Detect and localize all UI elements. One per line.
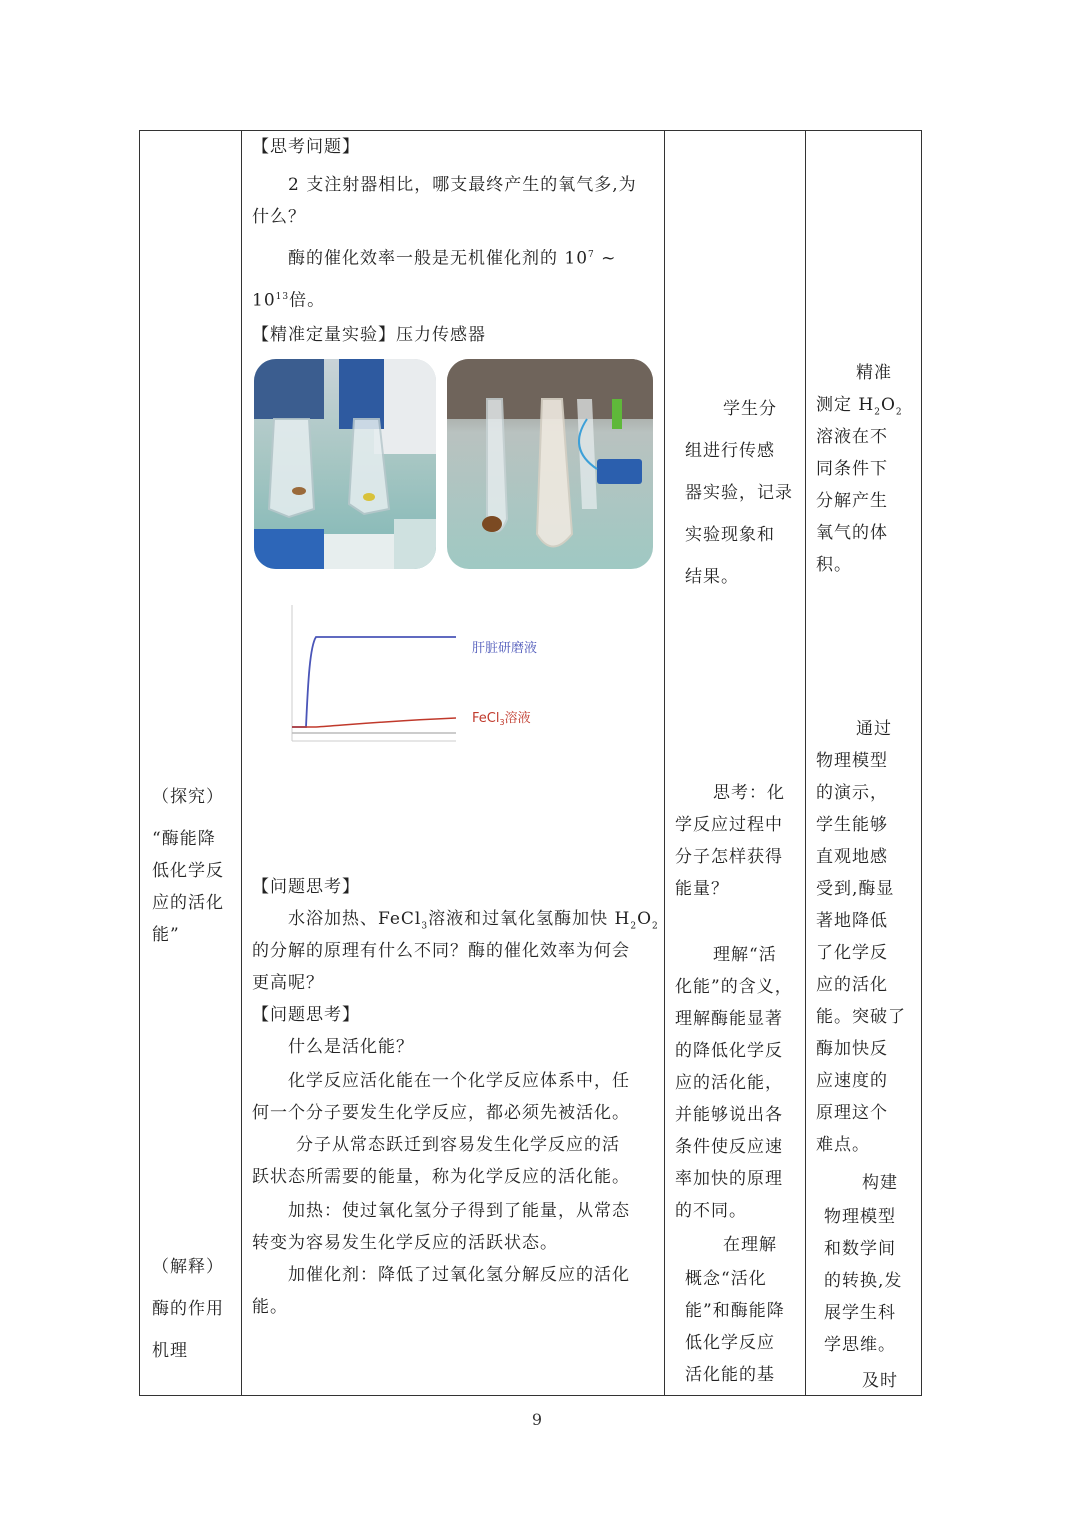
student-d-line-4: 低化学反应 bbox=[685, 1333, 775, 1353]
student-activity-column bbox=[665, 131, 806, 1396]
intent-a-line-1: 精准 bbox=[856, 363, 892, 383]
para4-line-2: 能。 bbox=[252, 1297, 288, 1317]
intent-b-line-2: 物理模型 bbox=[816, 751, 888, 771]
intent-b-line-13: 原理这个 bbox=[816, 1103, 888, 1123]
explain-tag: （解释） bbox=[152, 1257, 224, 1277]
student-a-line-2: 组进行传感 bbox=[685, 441, 775, 461]
intent-c-line-3: 和数学间 bbox=[824, 1239, 896, 1259]
teacher-activity-column bbox=[242, 131, 665, 1396]
lesson-plan-table bbox=[139, 130, 922, 1396]
explain-title-2: 机理 bbox=[152, 1341, 188, 1361]
question-line-1: 2 支注射器相比，哪支最终产生的氧气多,为 bbox=[288, 175, 637, 195]
series-fecl3-label: FeCl$_3$溶液 bbox=[472, 711, 531, 727]
intent-a-line-6: 氧气的体 bbox=[816, 523, 888, 543]
student-d-line-2: 概念“活化 bbox=[685, 1269, 767, 1289]
student-c-line-2: 化能”的含义， bbox=[675, 977, 793, 997]
student-c-line-8: 率加快的原理 bbox=[675, 1169, 783, 1189]
experiment-photo-2 bbox=[447, 359, 653, 569]
student-c-line-3: 理解酶能显著 bbox=[675, 1009, 783, 1029]
intent-c-line-7: 及时 bbox=[862, 1371, 898, 1391]
intent-a-line-7: 积。 bbox=[816, 555, 852, 575]
intent-b-line-9: 应的活化 bbox=[816, 975, 888, 995]
efficiency-line-1: 酶的催化效率一般是无机催化剂的 $10^7$ ~ bbox=[288, 248, 617, 269]
design-intent-column bbox=[806, 131, 922, 1396]
intent-b-line-7: 著地降低 bbox=[816, 911, 888, 931]
intent-b-line-10: 能。突破了 bbox=[816, 1007, 906, 1027]
student-a-line-3: 器实验，记录 bbox=[685, 483, 793, 503]
heading-quantitative-experiment: 【精准定量实验】压力传感器 bbox=[252, 325, 486, 345]
efficiency-line-2: $10^{13}$倍。 bbox=[252, 290, 326, 311]
question2-line-1: 水浴加热、FeCl$_3$溶液和过氧化氢酶加快 $H_2O_2$ bbox=[288, 909, 659, 932]
explore-tag: （探究） bbox=[152, 787, 224, 807]
intent-b-line-8: 了化学反 bbox=[816, 943, 888, 963]
student-b-line-3: 分子怎样获得 bbox=[675, 847, 783, 867]
student-a-line-1: 学生分 bbox=[723, 399, 777, 419]
intent-b-line-11: 酶加快反 bbox=[816, 1039, 888, 1059]
explore-title-4: 能” bbox=[152, 925, 180, 945]
student-d-line-3: 能”和酶能降 bbox=[685, 1301, 785, 1321]
question3: 什么是活化能？ bbox=[288, 1037, 414, 1057]
para4-line-1: 加催化剂：降低了过氧化氢分解反应的活化 bbox=[288, 1265, 630, 1285]
intent-c-line-1: 构建 bbox=[862, 1173, 898, 1193]
stage-column bbox=[140, 131, 242, 1396]
intent-b-line-4: 学生能够 bbox=[816, 815, 888, 835]
explain-title-1: 酶的作用 bbox=[152, 1299, 224, 1319]
intent-a-line-3: 溶液在不 bbox=[816, 427, 888, 447]
para2-line-2: 跃状态所需要的能量，称为化学反应的活化能。 bbox=[252, 1167, 630, 1187]
explore-title-3: 应的活化 bbox=[152, 893, 224, 913]
para1-line-2: 何一个分子要发生化学反应，都必须先被活化。 bbox=[252, 1103, 630, 1123]
intent-b-line-14: 难点。 bbox=[816, 1135, 870, 1155]
intent-c-line-4: 的转换,发 bbox=[824, 1271, 903, 1291]
explore-title-1: “酶能降 bbox=[152, 829, 216, 849]
student-c-line-7: 条件使反应速 bbox=[675, 1137, 783, 1157]
intent-c-line-2: 物理模型 bbox=[824, 1207, 896, 1227]
para3-line-1: 加热：使过氧化氢分子得到了能量，从常态 bbox=[288, 1201, 630, 1221]
student-c-line-6: 并能够说出各 bbox=[675, 1105, 783, 1125]
question2-line-2: 的分解的原理有什么不同？酶的催化效率为何会 bbox=[252, 941, 630, 961]
explore-title-2: 低化学反 bbox=[152, 861, 224, 881]
intent-a-line-5: 分解产生 bbox=[816, 491, 888, 511]
heading-problem-think-2: 【问题思考】 bbox=[252, 1005, 360, 1025]
student-b-line-2: 学反应过程中 bbox=[675, 815, 783, 835]
student-d-line-1: 在理解 bbox=[723, 1235, 777, 1255]
intent-b-line-6: 受到,酶显 bbox=[816, 879, 895, 899]
experiment-photo-1 bbox=[254, 359, 436, 569]
heading-think-question: 【思考问题】 bbox=[252, 137, 360, 157]
series-liver-line bbox=[292, 637, 456, 727]
intent-a-line-2: 测定 $H_2O_2$ bbox=[816, 395, 903, 418]
student-c-line-4: 的降低化学反 bbox=[675, 1041, 783, 1061]
para2-line-1: 分子从常态跃迁到容易发生化学反应的活 bbox=[296, 1135, 620, 1155]
student-d-line-5: 活化能的基 bbox=[685, 1365, 775, 1385]
page-number: 9 bbox=[531, 1410, 543, 1429]
para3-line-2: 转变为容易发生化学反应的活跃状态。 bbox=[252, 1233, 558, 1253]
heading-problem-think-1: 【问题思考】 bbox=[252, 877, 360, 897]
intent-c-line-6: 学思维。 bbox=[824, 1335, 896, 1355]
series-fecl3-line bbox=[292, 718, 456, 727]
intent-b-line-3: 的演示， bbox=[816, 783, 888, 803]
student-a-line-4: 实验现象和 bbox=[685, 525, 775, 545]
intent-a-line-4: 同条件下 bbox=[816, 459, 888, 479]
student-c-line-1: 理解“活 bbox=[713, 945, 777, 965]
question2-line-3: 更高呢？ bbox=[252, 973, 324, 993]
student-c-line-5: 应的活化能， bbox=[675, 1073, 783, 1093]
student-c-line-9: 的不同。 bbox=[675, 1201, 747, 1221]
question-line-2: 什么？ bbox=[252, 207, 306, 227]
para1-line-1: 化学反应活化能在一个化学反应体系中，任 bbox=[288, 1071, 630, 1091]
intent-b-line-5: 直观地感 bbox=[816, 847, 888, 867]
series-liver-label: 肝脏研磨液 bbox=[472, 641, 538, 656]
intent-b-line-1: 通过 bbox=[856, 719, 892, 739]
intent-c-line-5: 展学生科 bbox=[824, 1303, 896, 1323]
student-b-line-1: 思考：化 bbox=[713, 783, 785, 803]
intent-b-line-12: 应速度的 bbox=[816, 1071, 888, 1091]
pressure-sensor-chart bbox=[286, 601, 586, 746]
student-a-line-5: 结果。 bbox=[685, 567, 739, 587]
student-b-line-4: 能量？ bbox=[675, 879, 729, 899]
